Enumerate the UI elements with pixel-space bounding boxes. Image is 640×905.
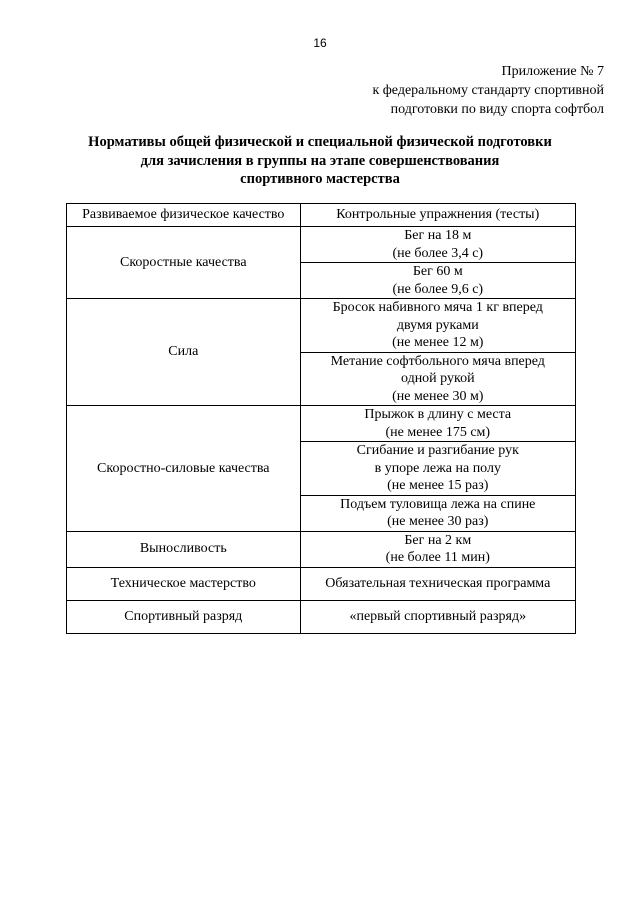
table-row: [67, 299, 576, 353]
test-cell: [300, 442, 575, 496]
test-cell: [300, 406, 575, 442]
test-line: (не менее 30 м): [392, 388, 484, 404]
test-line: двумя руками: [396, 317, 479, 333]
test-cell: [300, 263, 575, 299]
quality-cell: Выносливость: [67, 531, 301, 567]
quality-cell: Сила: [67, 299, 301, 406]
test-line: «первый спортивный разряд»: [349, 608, 527, 624]
appendix-header: [372, 62, 604, 119]
header-quality: Развиваемое физическое качество: [67, 204, 301, 227]
test-cell: [300, 352, 575, 406]
appendix-line-1: Приложение № 7: [501, 64, 604, 79]
table-header-row: [67, 204, 576, 227]
appendix-line-3: подготовки по виду спорта софтбол: [390, 102, 604, 117]
test-line: (не менее 12 м): [392, 335, 484, 350]
document-title: [0, 133, 640, 189]
test-line: (не менее 30 раз): [387, 514, 489, 529]
test-line: Бег 60 м: [412, 264, 463, 279]
table-row: [67, 567, 576, 600]
test-cell: [300, 227, 575, 263]
test-line: Бросок набивного мяча 1 кг вперед: [332, 300, 543, 315]
table-row: [67, 227, 576, 263]
test-cell: [300, 531, 575, 567]
title-line-2: для зачисления в группы на этапе совершенствования: [140, 152, 500, 169]
test-line: (не менее 175 см): [385, 424, 491, 440]
test-line: одной рукой: [400, 371, 475, 386]
quality-cell: Техническое мастерство: [67, 567, 301, 600]
norms-table: [66, 203, 576, 634]
quality-cell: Спортивный разряд: [67, 600, 301, 633]
test-line: (не более 9,6 с): [392, 281, 484, 297]
test-line: Сгибание и разгибание рук: [356, 443, 519, 458]
title-line-1: Нормативы общей физической и специальной физической подготовки: [88, 134, 552, 150]
test-line: Бег на 18 м: [404, 228, 472, 243]
test-line: Метание софтбольного мяча вперед: [330, 353, 545, 369]
test-cell: [300, 495, 575, 531]
test-cell: [300, 600, 575, 633]
test-line: (не более 11 мин): [385, 550, 490, 565]
quality-cell: Скоростно-силовые качества: [67, 406, 301, 532]
title-line-3: спортивного мастерства: [240, 171, 400, 187]
test-line: Прыжок в длину с места: [364, 407, 512, 422]
test-cell: [300, 299, 575, 353]
test-line: Бег на 2 км: [404, 532, 472, 548]
quality-cell: Скоростные качества: [67, 227, 301, 299]
table-row: [67, 531, 576, 567]
table-row: [67, 406, 576, 442]
test-line: Обязательная техническая программа: [325, 575, 551, 591]
test-line: Подъем туловища лежа на спине: [340, 496, 536, 512]
table-row: [67, 600, 576, 633]
test-line: в упоре лежа на полу: [374, 460, 501, 476]
test-line: (не менее 15 раз): [387, 478, 489, 493]
header-tests: Контрольные упражнения (тесты): [300, 204, 575, 227]
appendix-line-2: к федеральному стандарту спортивной: [372, 83, 604, 98]
test-line: (не более 3,4 с): [392, 245, 484, 261]
page-number: 16: [313, 36, 327, 50]
test-cell: [300, 567, 575, 600]
